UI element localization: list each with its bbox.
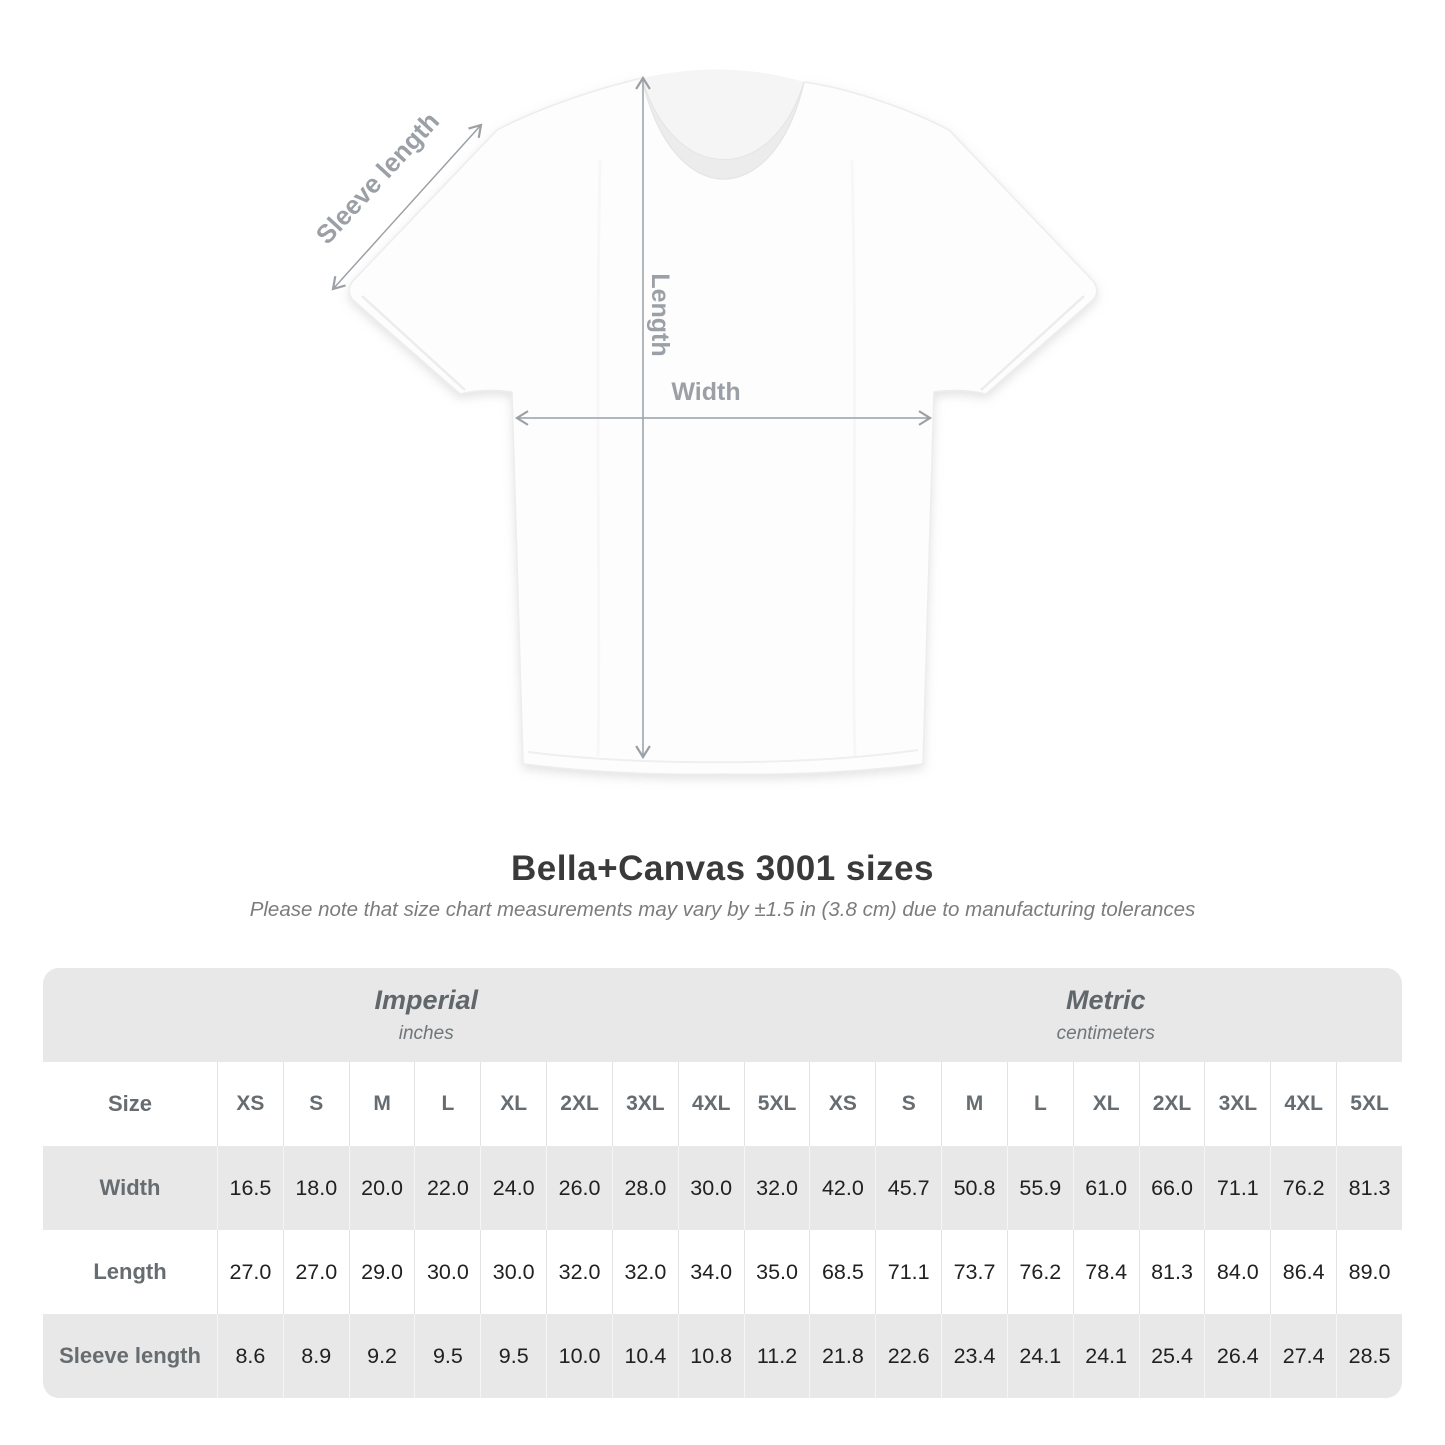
- tshirt-illustration: [349, 69, 1097, 774]
- cell: 76.2: [1007, 1230, 1073, 1314]
- size-col-xl-metric: XL: [1073, 1062, 1139, 1146]
- size-col-3xl-metric: 3XL: [1204, 1062, 1270, 1146]
- size-col-s-metric: S: [875, 1062, 941, 1146]
- cell: 10.0: [546, 1314, 612, 1398]
- page-title: Bella+Canvas 3001 sizes: [510, 849, 935, 888]
- tolerance-note: Please note that size chart measurements may vary by ±1.5 in (3.8 cm) due to manufacturing tolerances: [249, 898, 1196, 921]
- cell: 73.7: [941, 1230, 1007, 1314]
- cell: 89.0: [1336, 1230, 1402, 1314]
- length-label: Length: [646, 273, 674, 357]
- cell: 32.0: [612, 1230, 678, 1314]
- sleeve-length-row: [43, 1314, 1402, 1398]
- unit-group-header-row: [43, 968, 1402, 1062]
- cell: 71.1: [875, 1230, 941, 1314]
- size-col-m-metric: M: [941, 1062, 1007, 1146]
- cell: 42.0: [809, 1146, 875, 1230]
- imperial-unit: inches: [398, 1023, 454, 1044]
- cell: 22.0: [414, 1146, 480, 1230]
- cell: 10.4: [612, 1314, 678, 1398]
- cell: 24.1: [1007, 1314, 1073, 1398]
- cell: 81.3: [1139, 1230, 1205, 1314]
- cell: 23.4: [941, 1314, 1007, 1398]
- cell: 30.0: [678, 1146, 744, 1230]
- cell: 50.8: [941, 1146, 1007, 1230]
- cell: 18.0: [283, 1146, 349, 1230]
- width-row: [43, 1146, 1402, 1230]
- cell: 20.0: [349, 1146, 415, 1230]
- cell: 32.0: [744, 1146, 810, 1230]
- unit-group-metric: [809, 968, 1402, 1062]
- cell: 10.8: [678, 1314, 744, 1398]
- tshirt-body: [349, 78, 1097, 774]
- length-row-label: Length: [43, 1230, 217, 1314]
- cell: 45.7: [875, 1146, 941, 1230]
- size-header-row: [43, 1062, 1402, 1146]
- cell: 26.0: [546, 1146, 612, 1230]
- cell: 61.0: [1073, 1146, 1139, 1230]
- cell: 29.0: [349, 1230, 415, 1314]
- size-col-2xl-imperial: 2XL: [546, 1062, 612, 1146]
- size-chart: [43, 968, 1402, 1398]
- size-col-l-metric: L: [1007, 1062, 1073, 1146]
- width-label: Width: [671, 378, 741, 406]
- cell: 8.9: [283, 1314, 349, 1398]
- cell: 28.5: [1336, 1314, 1402, 1398]
- cell: 34.0: [678, 1230, 744, 1314]
- cell: 24.1: [1073, 1314, 1139, 1398]
- size-col-3xl-imperial: 3XL: [612, 1062, 678, 1146]
- cell: 25.4: [1139, 1314, 1205, 1398]
- cell: 81.3: [1336, 1146, 1402, 1230]
- size-col-m-imperial: M: [349, 1062, 415, 1146]
- size-col-2xl-metric: 2XL: [1139, 1062, 1205, 1146]
- cell: 30.0: [480, 1230, 546, 1314]
- cell: 68.5: [809, 1230, 875, 1314]
- cell: 78.4: [1073, 1230, 1139, 1314]
- unit-group-imperial: [43, 968, 809, 1062]
- cell: 16.5: [217, 1146, 283, 1230]
- cell: 27.0: [283, 1230, 349, 1314]
- cell: 21.8: [809, 1314, 875, 1398]
- cell: 55.9: [1007, 1146, 1073, 1230]
- size-col-5xl-metric: 5XL: [1336, 1062, 1402, 1146]
- cell: 9.5: [414, 1314, 480, 1398]
- size-col-xs-imperial: XS: [217, 1062, 283, 1146]
- size-col-s-imperial: S: [283, 1062, 349, 1146]
- sleeve-length-row-label: Sleeve length: [43, 1314, 217, 1398]
- cell: 27.4: [1270, 1314, 1336, 1398]
- cell: 9.2: [349, 1314, 415, 1398]
- size-header-label: Size: [43, 1062, 217, 1146]
- metric-unit: centimeters: [1056, 1023, 1155, 1044]
- cell: 11.2: [744, 1314, 810, 1398]
- cell: 84.0: [1204, 1230, 1270, 1314]
- cell: 32.0: [546, 1230, 612, 1314]
- cell: 86.4: [1270, 1230, 1336, 1314]
- cell: 26.4: [1204, 1314, 1270, 1398]
- length-row: [43, 1230, 1402, 1314]
- cell: 27.0: [217, 1230, 283, 1314]
- size-col-xl-imperial: XL: [480, 1062, 546, 1146]
- size-col-5xl-imperial: 5XL: [744, 1062, 810, 1146]
- size-col-4xl-imperial: 4XL: [678, 1062, 744, 1146]
- cell: 35.0: [744, 1230, 810, 1314]
- cell: 24.0: [480, 1146, 546, 1230]
- cell: 22.6: [875, 1314, 941, 1398]
- width-row-label: Width: [43, 1146, 217, 1230]
- sleeve-length-label: Sleeve length: [309, 105, 446, 250]
- cell: 9.5: [480, 1314, 546, 1398]
- cell: 76.2: [1270, 1146, 1336, 1230]
- cell: 8.6: [217, 1314, 283, 1398]
- metric-title: Metric: [1065, 985, 1146, 1015]
- cell: 71.1: [1204, 1146, 1270, 1230]
- size-col-4xl-metric: 4XL: [1270, 1062, 1336, 1146]
- size-col-xs-metric: XS: [809, 1062, 875, 1146]
- size-chart-table: [43, 968, 1402, 1398]
- size-col-l-imperial: L: [414, 1062, 480, 1146]
- cell: 66.0: [1139, 1146, 1205, 1230]
- imperial-title: Imperial: [374, 985, 478, 1015]
- cell: 28.0: [612, 1146, 678, 1230]
- cell: 30.0: [414, 1230, 480, 1314]
